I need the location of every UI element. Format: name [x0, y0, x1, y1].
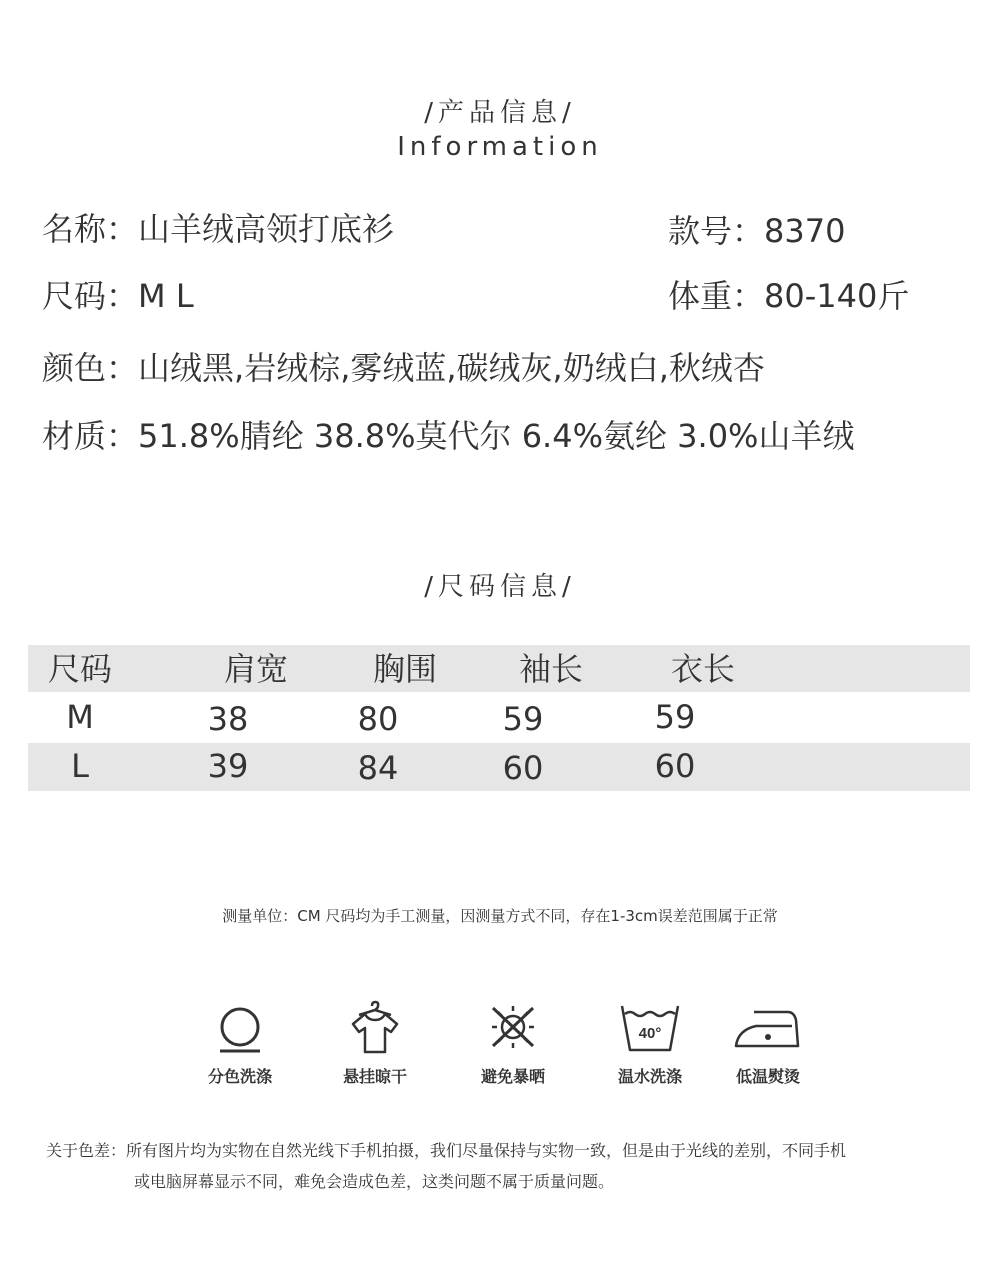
table-cell: 38 — [207, 700, 249, 738]
table-cell: 84 — [357, 749, 399, 787]
table-cell: M — [66, 698, 94, 736]
weight-separator: ： — [732, 277, 765, 315]
table-cell: 60 — [502, 749, 544, 787]
care-label: 温水洗涤 — [617, 1067, 682, 1086]
size-row — [42, 276, 194, 316]
care-label: 低温熨烫 — [735, 1067, 800, 1086]
product-section-title: /产品信息/ — [424, 98, 576, 128]
size-label: 尺码 — [42, 277, 107, 315]
product-name-row — [42, 209, 394, 249]
size-table — [28, 645, 970, 791]
table-cell: 59 — [654, 698, 696, 736]
measurement-note: 测量单位：CM 尺码均为手工测量，因测量方式不同，存在1-3cm误差范围属于正常 — [222, 907, 778, 925]
size-section-title: /尺码信息/ — [424, 572, 576, 602]
table-header-cell: 尺码 — [48, 650, 113, 688]
table-cell: L — [71, 747, 89, 785]
wash-temperature: 40° — [638, 1025, 662, 1042]
table-cell: 80 — [357, 700, 399, 738]
hanging-shirt-icon — [345, 1000, 405, 1056]
weight-label: 体重 — [668, 277, 733, 315]
style-number-label: 款号 — [668, 212, 733, 250]
style-number-row — [668, 211, 845, 251]
material-row — [42, 416, 854, 456]
table-header-cell: 衣长 — [670, 650, 735, 688]
circle-icon — [210, 1000, 270, 1056]
care-item-low-iron — [708, 1000, 828, 1087]
material-value: 51.8%腈纶 38.8%莫代尔 6.4%氨纶 3.0%山羊绒 — [138, 417, 855, 455]
no-sun-icon — [483, 1000, 543, 1056]
style-number-value: 8370 — [764, 212, 846, 250]
product-name-label: 名称 — [42, 210, 107, 248]
table-row — [28, 694, 970, 741]
table-cell: 39 — [207, 747, 249, 785]
care-item-separate-wash — [180, 1000, 300, 1087]
table-header-cell: 袖长 — [518, 650, 583, 688]
style-number-separator: ： — [732, 212, 765, 250]
weight-value: 80-140斤 — [764, 277, 910, 315]
product-name-value: 山羊绒高领打底衫 — [138, 210, 395, 248]
color-value: 山绒黑,岩绒棕,雾绒蓝,碳绒灰,奶绒白,秋绒杏 — [138, 349, 765, 387]
care-item-hang-dry — [315, 1000, 435, 1087]
care-item-avoid-sun — [453, 1000, 573, 1087]
weight-row — [668, 276, 909, 316]
care-label: 避免暴晒 — [480, 1067, 545, 1086]
care-label: 悬挂晾干 — [342, 1067, 407, 1086]
care-label: 分色洗涤 — [207, 1067, 272, 1086]
table-row — [28, 743, 970, 791]
disclaimer-line-1: 关于色差：所有图片均为实物在自然光线下手机拍摄，我们尽量保持与实物一致，但是由于光线的差别，不同手机 — [46, 1141, 847, 1160]
disclaimer-line-2: 或电脑屏幕显示不同，难免会造成色差，这类问题不属于质量问题。 — [134, 1172, 615, 1191]
product-name-separator: ： — [106, 210, 139, 248]
size-separator: ： — [106, 277, 139, 315]
iron-icon — [732, 1000, 804, 1056]
color-label: 颜色 — [42, 349, 107, 387]
product-section-subtitle: Information — [397, 132, 603, 162]
table-cell: 60 — [654, 747, 696, 785]
material-label: 材质 — [42, 417, 107, 455]
size-table-header — [28, 645, 970, 692]
care-item-warm-wash — [590, 1000, 710, 1087]
table-cell: 59 — [502, 700, 544, 738]
wash-40-icon — [618, 1000, 682, 1056]
color-separator: ： — [106, 349, 139, 387]
size-value: M L — [138, 277, 194, 315]
table-header-cell: 肩宽 — [223, 650, 288, 688]
material-separator: ： — [106, 417, 139, 455]
table-header-cell: 胸围 — [372, 650, 437, 688]
color-row — [42, 348, 765, 388]
